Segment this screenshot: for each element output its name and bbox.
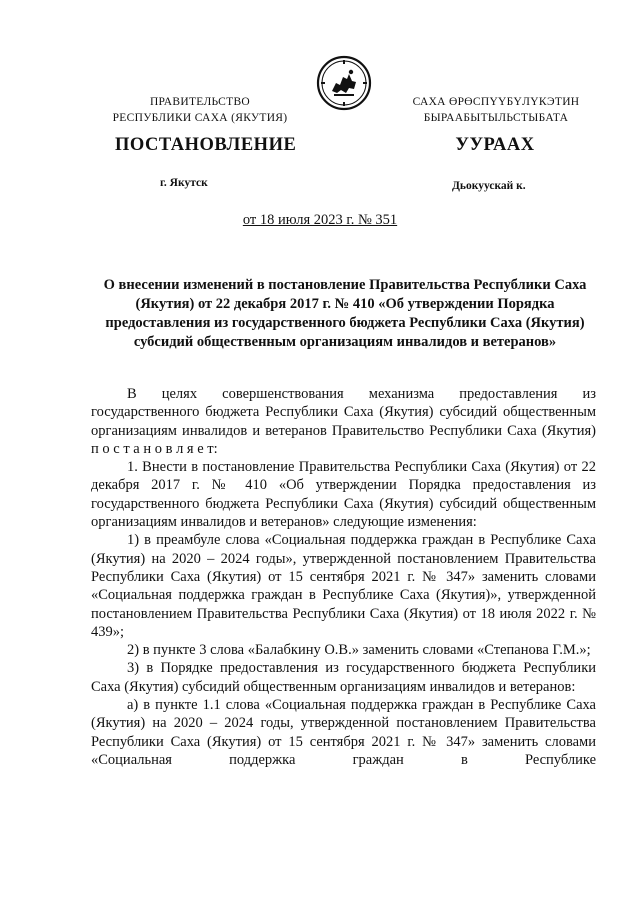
paragraph-preamble: В целях совершенствования механизма предоставления из государственного бюджета Республики Саха (Якутия) субсидий общественным организациям инвалидов и ветеранов Правительство Республики Саха (Якутия) п о с т а н о в л я е т:	[91, 386, 596, 457]
doc-type-ru: ПОСТАНОВЛЕНИЕ	[115, 135, 297, 155]
paragraph-item-1-2: 2) в пункте 3 слова «Балабкину О.В.» заменить словами «Степанова Г.М.»;	[127, 642, 591, 659]
paragraph-item-1-1: 1) в преамбуле слова «Социальная поддержка граждан в Республике Саха (Якутия) на 2020 – 2024 годы», утвержденной постановлением Правительства Республики Саха (Якутия) от 15 сентября 2021 г. № 347» заменить словами «Социальная поддержка граждан в Республике Саха (Якутия)», утвержденной постановлением Правительства Республики Саха (Якутия) от 18 июля 2022 г. № 439»;	[91, 532, 596, 640]
city-ru: г. Якутск	[160, 177, 208, 189]
date-number	[0, 212, 640, 229]
paragraph-item-1-3: 3) в Порядке предоставления из государственного бюджета Республики Саха (Якутия) субсидий общественным организациям инвалидов и ветеранов:	[91, 660, 596, 695]
org-name-sakha	[396, 94, 596, 126]
org-name-sakha-line2: БЫРААБЫТЫЛЬСТЫБАТА	[423, 112, 569, 124]
document-subject: О внесении изменений в постановление Правительства Республики Саха (Якутия) от 22 декабря 2017 г. № 410 «Об утверждении Порядка предоставления из государственного бюджета Республики Саха (Якутия) субсидий общественным организациям инвалидов и ветеранов»	[103, 277, 587, 350]
org-name-ru	[100, 94, 300, 126]
paragraph-item-1-3-a: а) в пункте 1.1 слова «Социальная поддержка граждан в Республике Саха (Якутия) на 2020 – 2024 годы, утвержденной постановлением Правительства Республики Саха (Якутия) от 15 сентября 2021 г. № 347» заменить словами «Социальная поддержка граждан в Республике	[91, 697, 596, 768]
document-body	[91, 385, 596, 769]
date-number-text: от 18 июля 2023 г. № 351	[242, 212, 398, 228]
org-name-sakha-line1: САХА ӨРӨСПҮҮБҮЛҮКЭТИН	[412, 96, 580, 108]
paragraph-item-1: 1. Внести в постановление Правительства Республики Саха (Якутия) от 22 декабря 2017 г. № 410 «Об утверждении Порядка предоставления из государственного бюджета Республики Саха (Якутия) субсидий общественным организациям инвалидов и ветеранов» следующие изменения:	[91, 459, 596, 531]
city-sakha: Дьокуускай к.	[452, 180, 526, 192]
emblem-sakha-icon	[316, 55, 372, 111]
doc-type-sakha: УУРААХ	[455, 135, 535, 155]
org-name-ru-line2: РЕСПУБЛИКИ САХА (ЯКУТИЯ)	[112, 112, 288, 124]
org-name-ru-line1: ПРАВИТЕЛЬСТВО	[149, 96, 251, 108]
